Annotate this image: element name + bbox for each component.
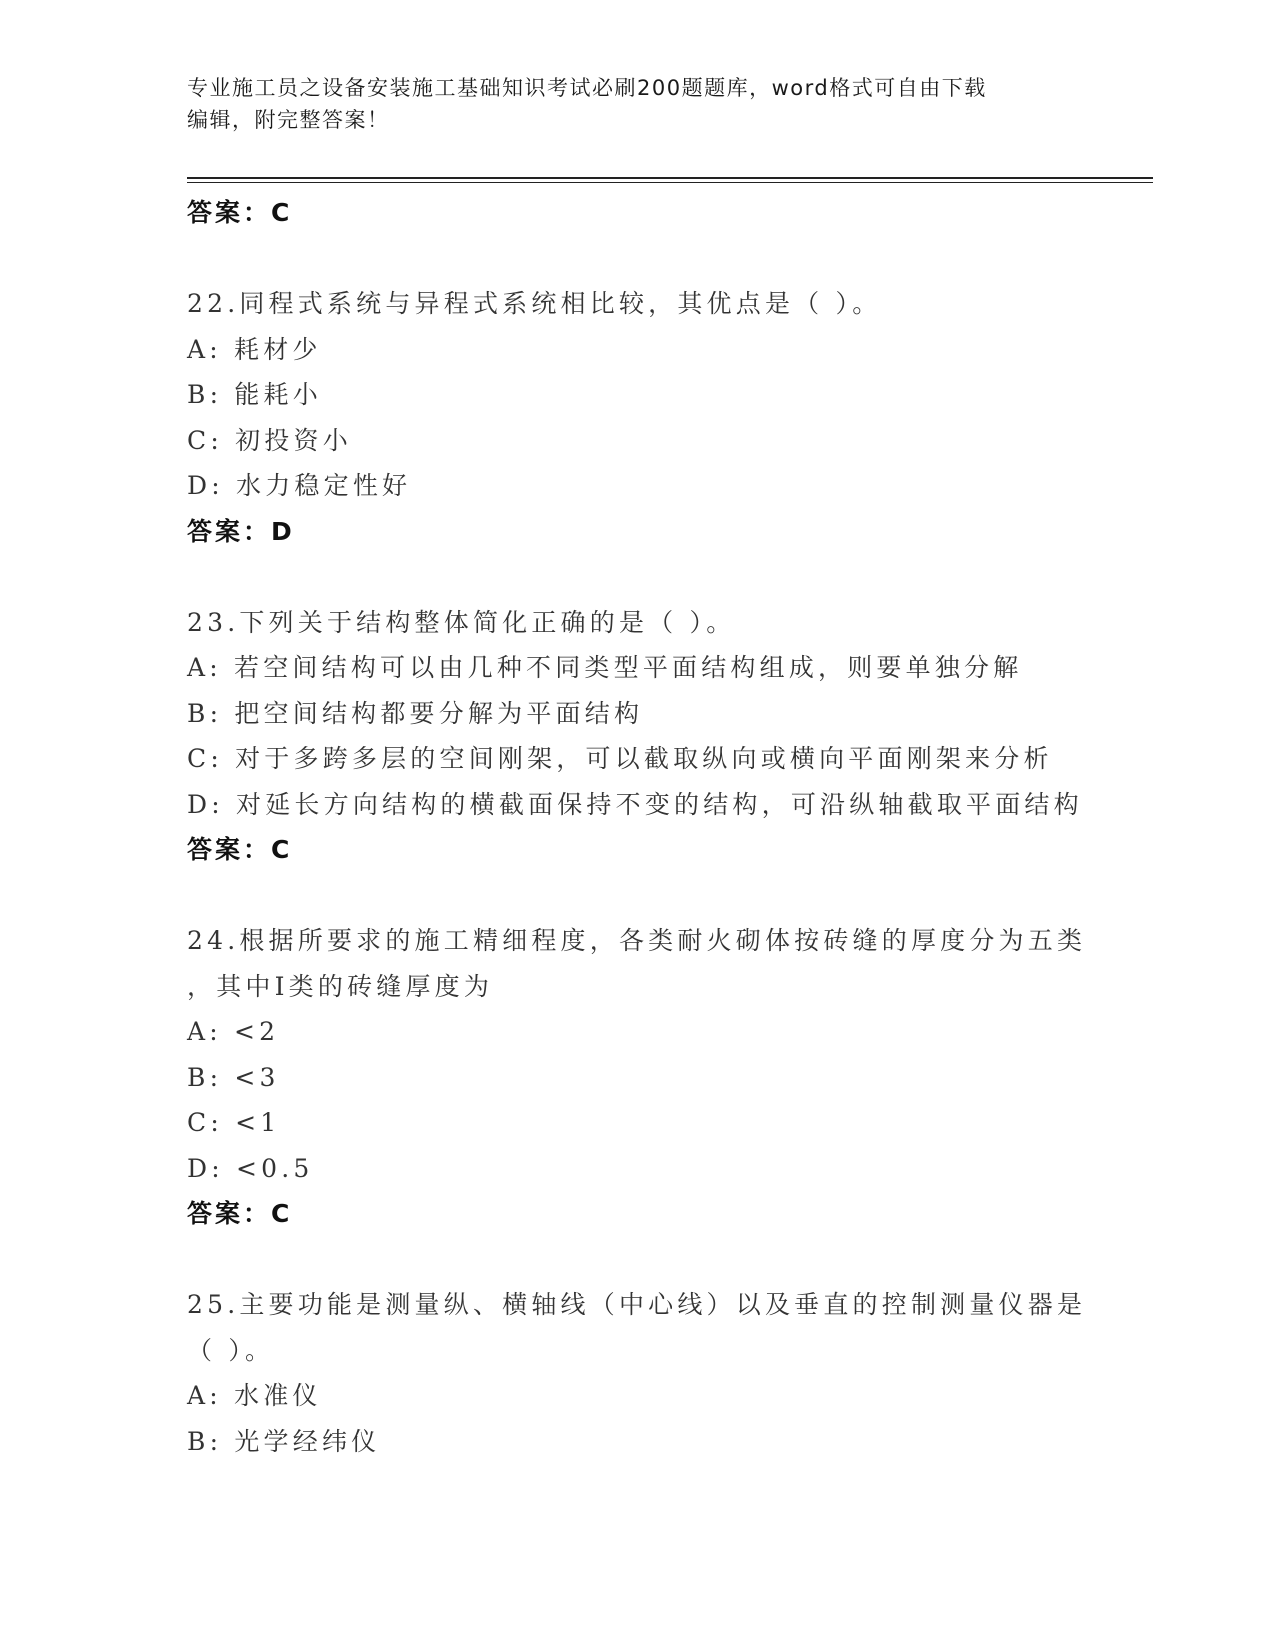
option-d: D: <0.5 (187, 1153, 314, 1183)
option-a: A: 耗材少 (187, 334, 322, 364)
question-block (187, 281, 1087, 554)
spacer (187, 873, 1087, 919)
question-stem-continued: ，其中Ⅰ类的砖缝厚度为 (187, 971, 494, 1001)
question-stem: 22.同程式系统与异程式系统相比较，其优点是（ ）。 (187, 289, 882, 318)
option-c: C: 初投资小 (187, 425, 352, 455)
question-block (187, 918, 1087, 1237)
option-d: D: 水力稳定性好 (187, 471, 412, 500)
header-divider-thin (187, 182, 1153, 183)
question-block (187, 1282, 1087, 1464)
question-stem-continued: （ ）。 (187, 1335, 275, 1365)
answer: 答案：C (187, 1199, 293, 1228)
header-line-1: 专业施工员之设备安装施工基础知识考试必刷200题题库，word格式可自由下载 (187, 76, 987, 100)
option-c: C: 对于多跨多层的空间刚架，可以截取纵向或横向平面刚架来分析 (187, 744, 1053, 773)
option-a: A: 若空间结构可以由几种不同类型平面结构组成，则要单独分解 (187, 653, 1023, 682)
option-b: B: <3 (187, 1062, 280, 1092)
spacer (187, 236, 1087, 282)
answer: 答案：C (187, 835, 293, 864)
question-stem: 23.下列关于结构整体简化正确的是（ ）。 (187, 607, 736, 637)
previous-answer: 答案：C (187, 198, 293, 227)
option-c: C: <1 (187, 1108, 281, 1137)
header-divider (187, 177, 1153, 179)
question-block (187, 600, 1087, 873)
spacer (187, 554, 1087, 600)
spacer (187, 1237, 1087, 1283)
document-header (187, 72, 1087, 136)
answer: 答案：D (187, 516, 295, 546)
option-b: B: 光学经纬仪 (187, 1426, 381, 1456)
header-line-2: 编辑，附完整答案！ (187, 108, 390, 132)
option-d: D: 对延长方向结构的横截面保持不变的结构，可沿纵轴截取平面结构 (187, 789, 1083, 819)
question-stem: 25.主要功能是测量纵、横轴线（中心线）以及垂直的控制测量仪器是 (187, 1290, 1087, 1319)
option-b: B: 能耗小 (187, 380, 322, 409)
question-stem: 24.根据所要求的施工精细程度，各类耐火砌体按砖缝的厚度分为五类 (187, 926, 1087, 955)
option-a: A: <2 (187, 1017, 280, 1046)
option-b: B: 把空间结构都要分解为平面结构 (187, 698, 644, 728)
question-list (187, 190, 1087, 1464)
option-a: A: 水准仪 (187, 1381, 322, 1410)
